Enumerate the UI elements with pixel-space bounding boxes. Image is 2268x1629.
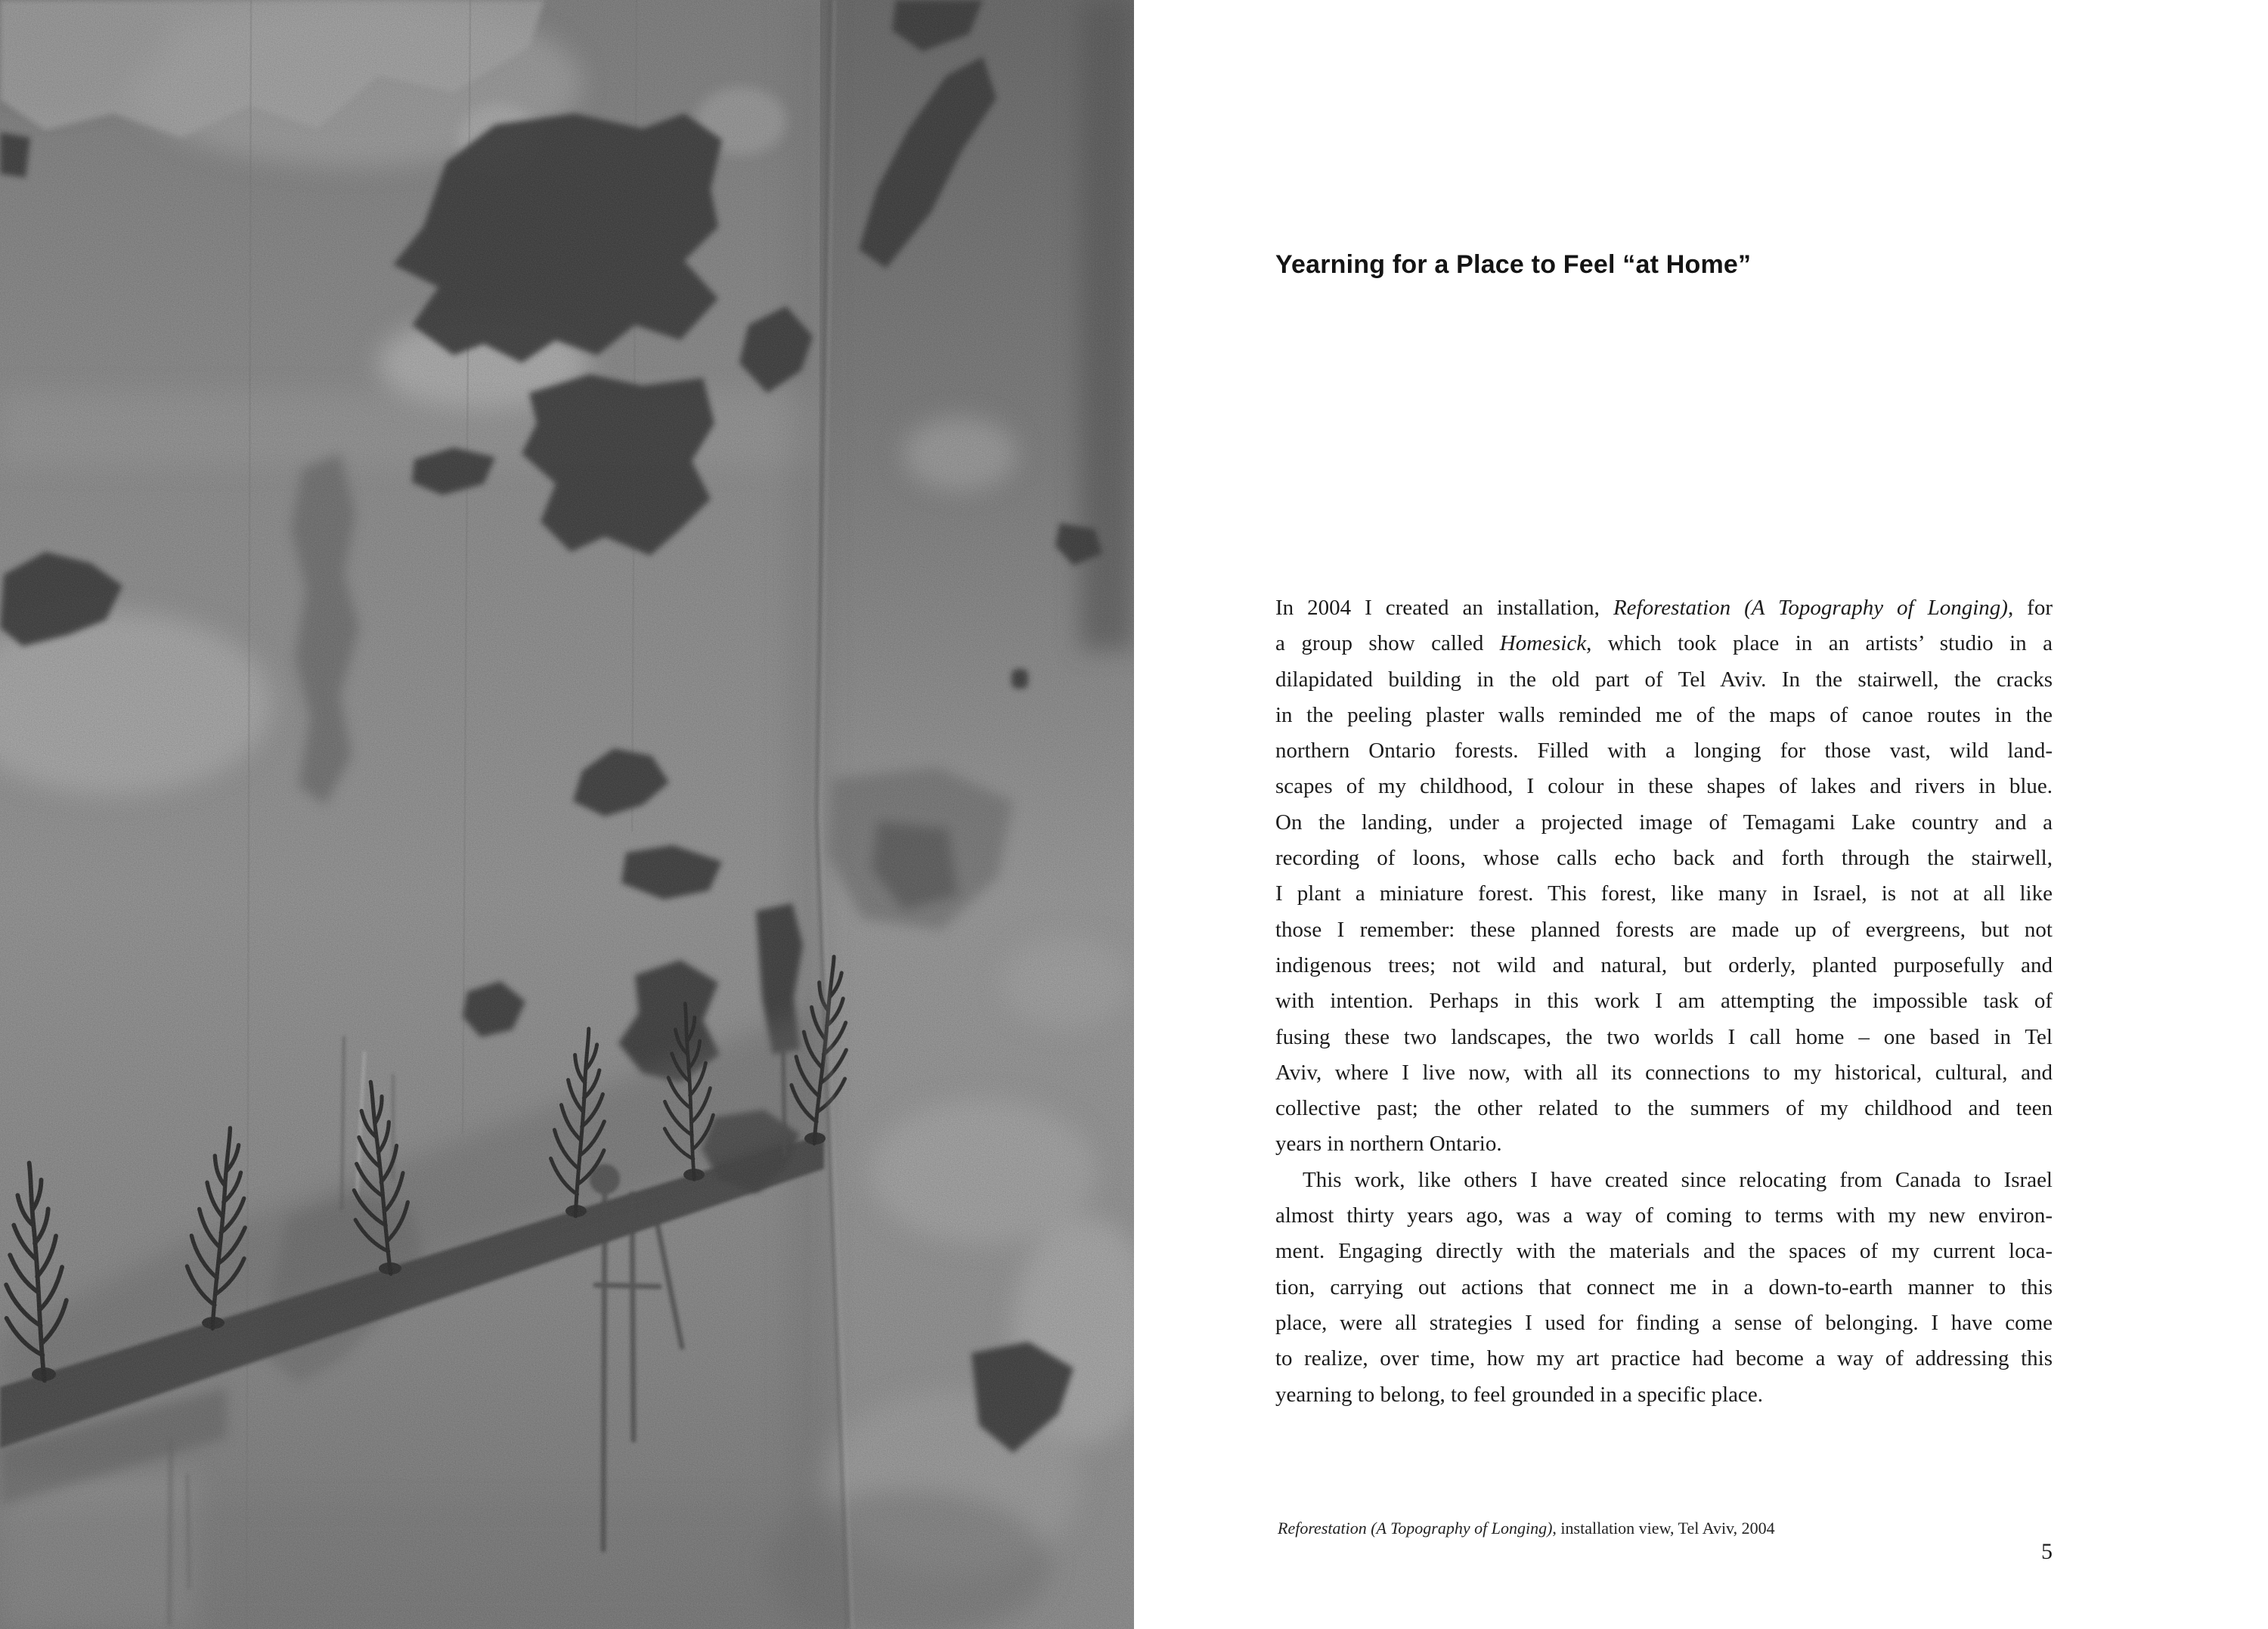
caption-detail: , installation view, Tel Aviv, 2004 xyxy=(1552,1519,1775,1538)
body-text xyxy=(1275,590,2053,1413)
body-line: ment. Engaging directly with the materials and the spaces of my current loca- xyxy=(1275,1239,2053,1264)
body-line: scapes of my childhood, I colour in these shapes of lakes and rivers in blue. xyxy=(1275,774,2053,799)
body-line: recording of loons, whose calls echo back and forth through the stairwell, xyxy=(1275,846,2053,871)
chapter-heading: Yearning for a Place to Feel “at Home” xyxy=(1275,249,1752,279)
caption-artwork-title: Reforestation (A Topography of Longing) xyxy=(1278,1519,1553,1538)
body-line: indigenous trees; not wild and natural, but orderly, planted purposefully and xyxy=(1275,952,2053,977)
body-line: years in northern Ontario. xyxy=(1275,1132,1502,1157)
body-line: to realize, over time, how my art practice had become a way of addressing this xyxy=(1275,1346,2053,1371)
body-line: collective past; the other related to the summers of my childhood and teen xyxy=(1275,1096,2053,1121)
body-line: with intention. Perhaps in this work I am attempting the impossible task of xyxy=(1275,989,2053,1014)
body-line: dilapidated building in the old part of Tel Aviv. In the stairwell, the cracks xyxy=(1275,667,2053,692)
body-line: fusing these two landscapes, the two worlds I call home – one based in Tel xyxy=(1275,1024,2053,1049)
body-line: almost thirty years ago, was a way of coming to terms with my new environ- xyxy=(1275,1203,2053,1228)
body-line: Aviv, where I live now, with all its connections to my historical, cultural, and xyxy=(1275,1060,2053,1085)
body-line: place, were all strategies I used for finding a sense of belonging. I have come xyxy=(1275,1310,2053,1335)
text-page xyxy=(1134,0,2268,1629)
body-line: On the landing, under a projected image of Temagami Lake country and a xyxy=(1275,810,2053,835)
body-line: yearning to belong, to feel grounded in a specific place. xyxy=(1275,1382,1764,1407)
body-line: northern Ontario forests. Filled with a longing for those vast, wild land- xyxy=(1275,739,2053,763)
body-line: tion, carrying out actions that connect me in a down-to-earth manner to this xyxy=(1275,1274,2053,1299)
body-line: in the peeling plaster walls reminded me of the maps of canoe routes in the xyxy=(1275,702,2053,727)
page-number: 5 xyxy=(2041,1539,2053,1564)
body-line: I plant a miniature forest. This forest, like many in Israel, is not at all like xyxy=(1275,881,2053,906)
photo-caption xyxy=(1278,1518,2109,1539)
body-line: In 2004 I created an installation, Reforestation (A Topography of Longing), for xyxy=(1275,596,2053,620)
body-line: This work, like others I have created since relocating from Canada to Israel xyxy=(1303,1167,2053,1192)
body-line: those I remember: these planned forests are made up of evergreens, but not xyxy=(1275,917,2053,942)
body-line: a group show called Homesick, which took place in an artists’ studio in a xyxy=(1275,631,2053,656)
